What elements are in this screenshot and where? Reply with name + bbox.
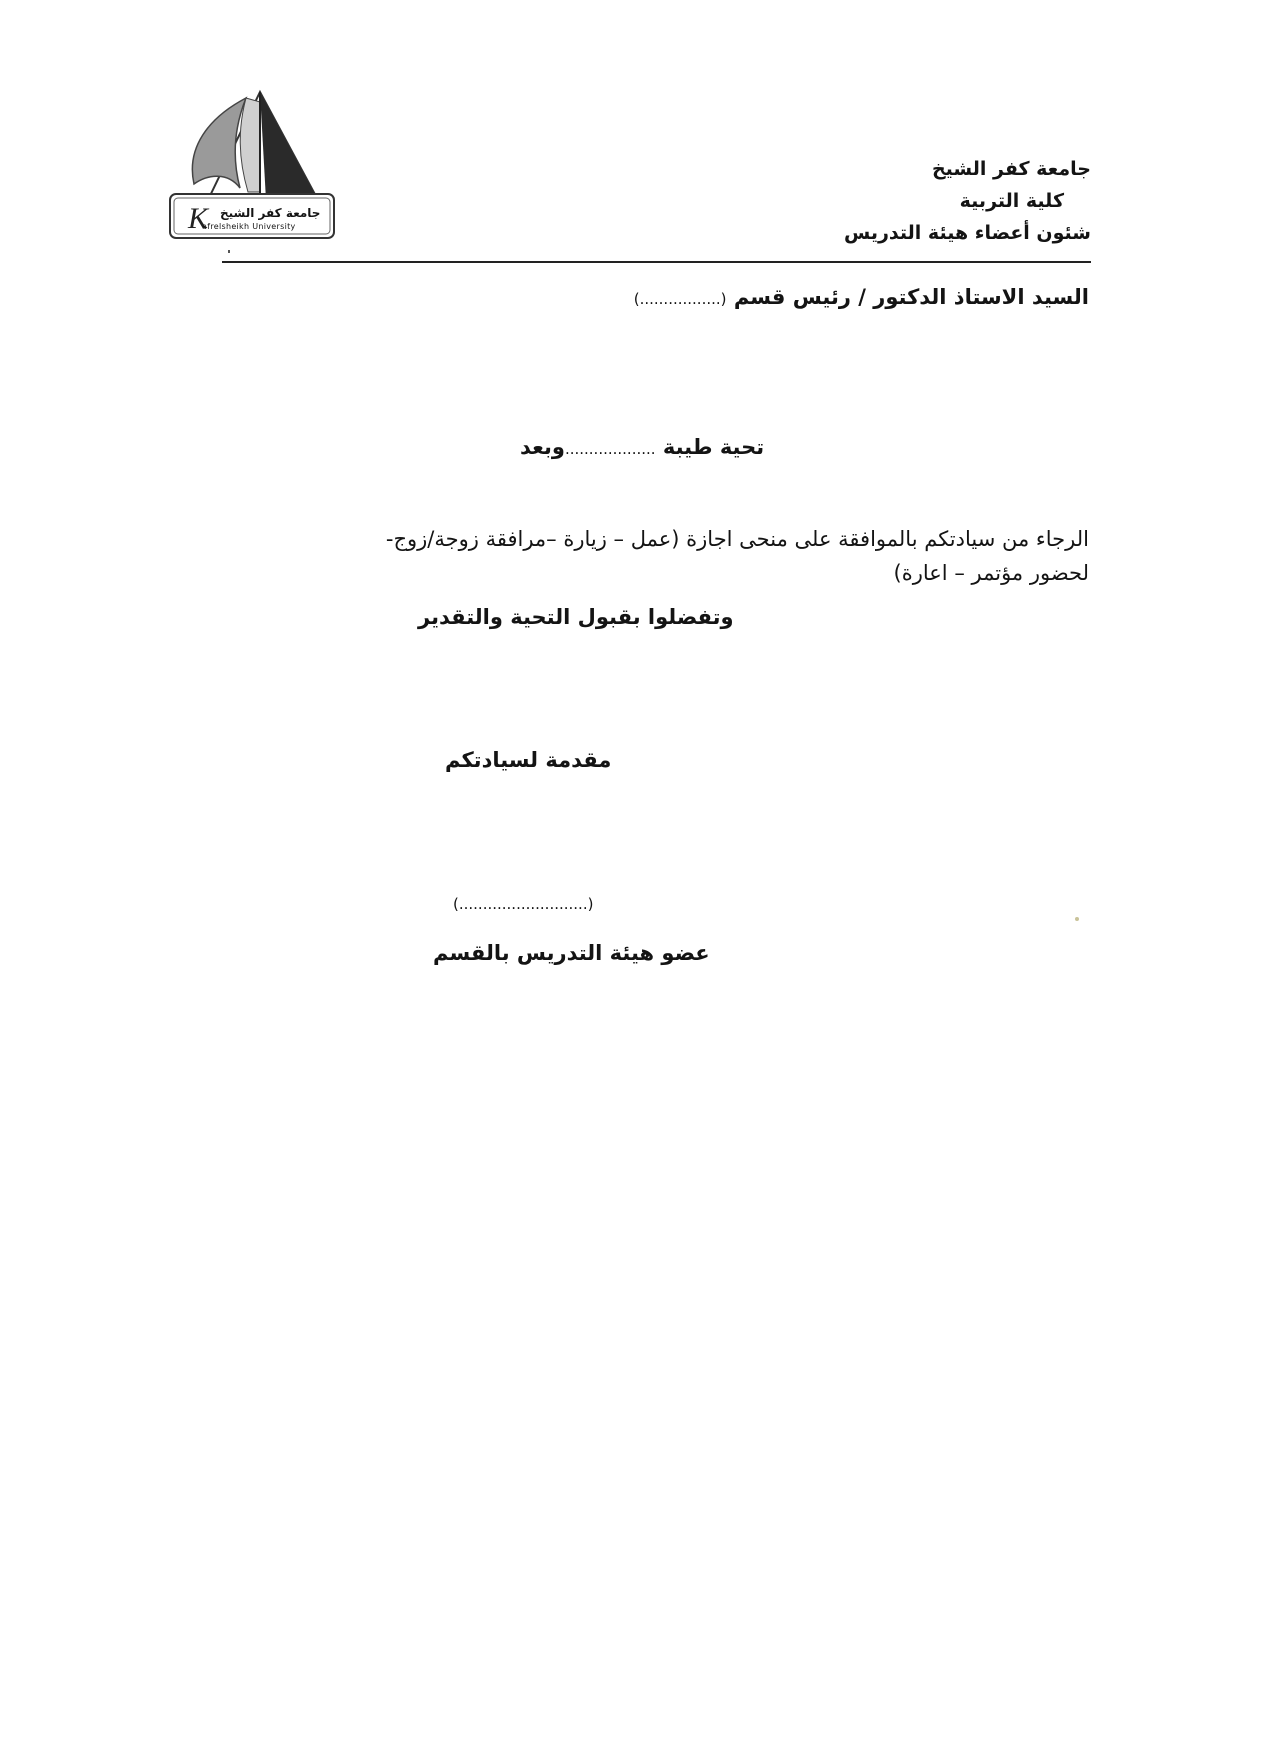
- greeting-start: تحية طيبة: [662, 435, 765, 459]
- greeting-line: [520, 435, 764, 459]
- logo-english-text: afrelsheikh University: [202, 222, 296, 231]
- department-name: شئون أعضاء هيئة التدريس: [844, 222, 1091, 244]
- greeting-dots: ...................: [564, 440, 656, 458]
- body-line-2: لحضور مؤتمر – اعارة): [893, 561, 1089, 585]
- logo-arabic-text: جامعة كفر الشيخ: [220, 206, 321, 220]
- scan-speck: [1075, 917, 1079, 921]
- addressee-line: [634, 285, 1089, 309]
- mark: [228, 250, 230, 253]
- submitted-by: مقدمة لسيادتكم: [445, 748, 612, 772]
- closing-line: وتفضلوا بقبول التحية والتقدير: [418, 605, 734, 629]
- addressee-text: السيد الاستاذ الدكتور / رئيس قسم: [733, 285, 1089, 309]
- university-name: جامعة كفر الشيخ: [931, 158, 1091, 180]
- header-divider: [222, 261, 1091, 263]
- logo-letter: K: [188, 202, 209, 235]
- department-placeholder: (.................): [633, 290, 727, 308]
- faculty-name: كلية التربية: [959, 190, 1064, 212]
- body-line-1: الرجاء من سيادتكم بالموافقة على منحى اجازة (عمل – زيارة –مرافقة زوجة/زوج-: [385, 527, 1089, 551]
- signature-title: عضو هيئة التدريس بالقسم: [433, 941, 710, 965]
- greeting-end: وبعد: [520, 435, 565, 459]
- signature-placeholder: (...........................): [453, 895, 594, 913]
